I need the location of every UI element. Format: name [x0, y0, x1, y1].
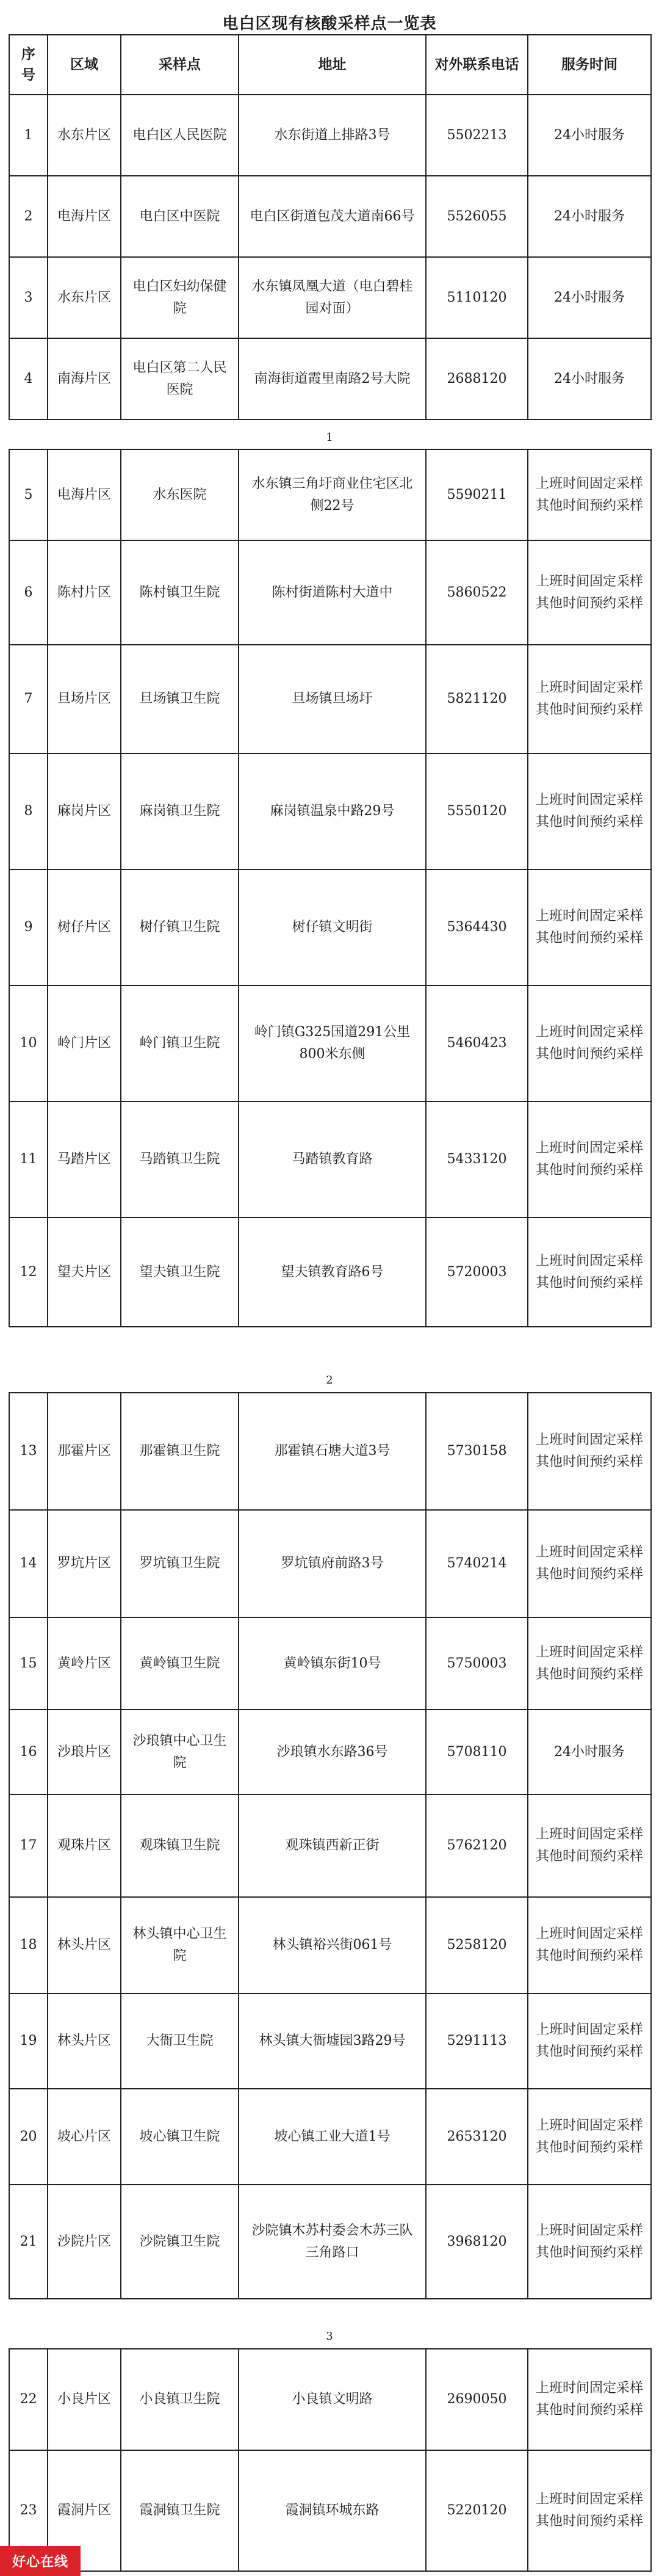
cell-phone: 5291113	[426, 1994, 528, 2089]
cell-address: 黄岭镇东街10号	[239, 1617, 426, 1710]
cell-service-time: 上班时间固定采样其他时间预约采样	[528, 1794, 651, 1897]
cell-site: 电白区人民医院	[121, 95, 239, 176]
cell-no: 6	[9, 540, 48, 645]
header-area: 区域	[48, 35, 121, 95]
cell-no: 13	[9, 1393, 48, 1510]
cell-area: 水东片区	[48, 95, 121, 176]
sampling-table-page-2	[9, 449, 652, 1327]
cell-service-time: 上班时间固定采样其他时间预约采样	[528, 1994, 651, 2089]
cell-area: 南海片区	[48, 338, 121, 419]
table-row	[9, 2089, 651, 2185]
cell-phone: 5730158	[426, 1393, 528, 1510]
cell-site: 沙院镇卫生院	[121, 2185, 239, 2299]
cell-area: 坡心片区	[48, 2089, 121, 2185]
table-row	[9, 449, 651, 540]
header-site: 采样点	[121, 35, 239, 95]
cell-no: 1	[9, 95, 48, 176]
cell-site: 沙琅镇中心卫生院	[121, 1710, 239, 1794]
header-address: 地址	[239, 35, 426, 95]
cell-no: 22	[9, 2349, 48, 2450]
cell-area: 岭门片区	[48, 985, 121, 1101]
cell-phone: 5720003	[426, 1217, 528, 1327]
cell-no: 17	[9, 1794, 48, 1897]
table-row	[9, 1217, 651, 1327]
cell-area: 水东片区	[48, 257, 121, 338]
cell-service-time: 24小时服务	[528, 176, 651, 257]
table-row	[9, 753, 651, 869]
cell-address: 岭门镇G325国道291公里800米东侧	[239, 985, 426, 1101]
cell-address: 水东镇凤凰大道（电白碧桂园对面）	[239, 257, 426, 338]
cell-address: 望夫镇教育路6号	[239, 1217, 426, 1327]
cell-address: 马踏镇教育路	[239, 1101, 426, 1217]
cell-address: 水东街道上排路3号	[239, 95, 426, 176]
document-title: 电白区现有核酸采样点一览表	[222, 15, 437, 33]
cell-phone: 5526055	[426, 176, 528, 257]
table-row	[9, 645, 651, 753]
cell-address: 林头镇裕兴街061号	[239, 1897, 426, 1994]
cell-address: 陈村街道陈村大道中	[239, 540, 426, 645]
cell-phone: 5502213	[426, 95, 528, 176]
cell-site: 罗坑镇卫生院	[121, 1510, 239, 1617]
cell-service-time: 上班时间固定采样其他时间预约采样	[528, 2450, 651, 2571]
cell-phone: 5740214	[426, 1510, 528, 1617]
cell-site: 黄岭镇卫生院	[121, 1617, 239, 1710]
cell-site: 霞洞镇卫生院	[121, 2450, 239, 2571]
table-row	[9, 176, 651, 257]
table-row	[9, 1510, 651, 1617]
header-service-time: 服务时间	[528, 35, 651, 95]
cell-service-time: 上班时间固定采样其他时间预约采样	[528, 2349, 651, 2450]
cell-no: 18	[9, 1897, 48, 1994]
sampling-table-page-3	[9, 1392, 652, 2299]
cell-phone: 3968120	[426, 2185, 528, 2299]
cell-phone: 5860522	[426, 540, 528, 645]
cell-phone: 5460423	[426, 985, 528, 1101]
cell-service-time: 24小时服务	[528, 338, 651, 419]
header-phone: 对外联系电话	[426, 35, 528, 95]
cell-service-time: 上班时间固定采样其他时间预约采样	[528, 645, 651, 753]
page-number: 2	[326, 1374, 333, 1387]
cell-no: 2	[9, 176, 48, 257]
cell-area: 树仔片区	[48, 869, 121, 985]
cell-phone: 5110120	[426, 257, 528, 338]
cell-address: 沙院镇木苏村委会木苏三队三角路口	[239, 2185, 426, 2299]
table-row	[9, 1393, 651, 1510]
cell-service-time: 24小时服务	[528, 95, 651, 176]
cell-address: 旦场镇旦场圩	[239, 645, 426, 753]
cell-service-time: 上班时间固定采样其他时间预约采样	[528, 540, 651, 645]
cell-service-time: 上班时间固定采样其他时间预约采样	[528, 2185, 651, 2299]
cell-address: 罗坑镇府前路3号	[239, 1510, 426, 1617]
cell-service-time: 上班时间固定采样其他时间预约采样	[528, 869, 651, 985]
cell-site: 望夫镇卫生院	[121, 1217, 239, 1327]
cell-site: 树仔镇卫生院	[121, 869, 239, 985]
cell-site: 电白区妇幼保健院	[121, 257, 239, 338]
cell-no: 16	[9, 1710, 48, 1794]
cell-service-time: 上班时间固定采样其他时间预约采样	[528, 1617, 651, 1710]
sampling-table-page-4	[9, 2348, 652, 2572]
cell-area: 马踏片区	[48, 1101, 121, 1217]
cell-service-time: 24小时服务	[528, 1710, 651, 1794]
site-logo: 好心在线	[0, 2546, 81, 2576]
cell-no: 20	[9, 2089, 48, 2185]
cell-service-time: 上班时间固定采样其他时间预约采样	[528, 985, 651, 1101]
table-row	[9, 2349, 651, 2450]
cell-site: 电白区中医院	[121, 176, 239, 257]
sampling-table-page-1	[9, 34, 652, 420]
table-row	[9, 1794, 651, 1897]
cell-no: 7	[9, 645, 48, 753]
cell-site: 林头镇中心卫生院	[121, 1897, 239, 1994]
cell-phone: 2688120	[426, 338, 528, 419]
cell-site: 那霍镇卫生院	[121, 1393, 239, 1510]
page-number: 1	[326, 431, 333, 444]
cell-no: 14	[9, 1510, 48, 1617]
cell-no: 21	[9, 2185, 48, 2299]
cell-phone: 5433120	[426, 1101, 528, 1217]
cell-area: 旦场片区	[48, 645, 121, 753]
table-row	[9, 1994, 651, 2089]
cell-address: 沙琅镇水东路36号	[239, 1710, 426, 1794]
cell-site: 电白区第二人民医院	[121, 338, 239, 419]
cell-no: 9	[9, 869, 48, 985]
table-row	[9, 1897, 651, 1994]
table-row	[9, 2450, 651, 2571]
cell-site: 水东医院	[121, 449, 239, 540]
cell-area: 电海片区	[48, 176, 121, 257]
cell-area: 望夫片区	[48, 1217, 121, 1327]
cell-address: 水东镇三角圩商业住宅区北侧22号	[239, 449, 426, 540]
cell-phone: 5821120	[426, 645, 528, 753]
cell-phone: 5750003	[426, 1617, 528, 1710]
cell-phone: 5220120	[426, 2450, 528, 2571]
cell-phone: 5258120	[426, 1897, 528, 1994]
cell-no: 15	[9, 1617, 48, 1710]
cell-phone: 5590211	[426, 449, 528, 540]
cell-site: 麻岗镇卫生院	[121, 753, 239, 869]
cell-no: 3	[9, 257, 48, 338]
cell-area: 那霍片区	[48, 1393, 121, 1510]
table-row	[9, 95, 651, 176]
cell-address: 霞洞镇环城东路	[239, 2450, 426, 2571]
cell-no: 11	[9, 1101, 48, 1217]
cell-service-time: 上班时间固定采样其他时间预约采样	[528, 1897, 651, 1994]
cell-service-time: 上班时间固定采样其他时间预约采样	[528, 753, 651, 869]
cell-area: 林头片区	[48, 1994, 121, 2089]
cell-no: 4	[9, 338, 48, 419]
cell-service-time: 上班时间固定采样其他时间预约采样	[528, 1393, 651, 1510]
table-row	[9, 338, 651, 419]
cell-site: 大衙卫生院	[121, 1994, 239, 2089]
cell-site: 观珠镇卫生院	[121, 1794, 239, 1897]
table-row	[9, 1101, 651, 1217]
table-row	[9, 869, 651, 985]
cell-site: 旦场镇卫生院	[121, 645, 239, 753]
cell-service-time: 24小时服务	[528, 257, 651, 338]
cell-area: 黄岭片区	[48, 1617, 121, 1710]
cell-service-time: 上班时间固定采样其他时间预约采样	[528, 1510, 651, 1617]
header-no: 序号	[9, 35, 48, 95]
cell-area: 电海片区	[48, 449, 121, 540]
cell-no: 8	[9, 753, 48, 869]
cell-address: 电白区街道包茂大道南66号	[239, 176, 426, 257]
cell-area: 陈村片区	[48, 540, 121, 645]
cell-area: 小良片区	[48, 2349, 121, 2450]
cell-phone: 5708110	[426, 1710, 528, 1794]
table-row	[9, 1617, 651, 1710]
cell-service-time: 上班时间固定采样其他时间预约采样	[528, 449, 651, 540]
cell-site: 小良镇卫生院	[121, 2349, 239, 2450]
table-row	[9, 2185, 651, 2299]
cell-area: 麻岗片区	[48, 753, 121, 869]
cell-service-time: 上班时间固定采样其他时间预约采样	[528, 1101, 651, 1217]
cell-address: 林头镇大衙墟园3路29号	[239, 1994, 426, 2089]
cell-area: 林头片区	[48, 1897, 121, 1994]
cell-address: 那霍镇石塘大道3号	[239, 1393, 426, 1510]
table-row	[9, 540, 651, 645]
cell-no: 10	[9, 985, 48, 1101]
cell-address: 南海街道霞里南路2号大院	[239, 338, 426, 419]
cell-area: 沙院片区	[48, 2185, 121, 2299]
cell-no: 5	[9, 449, 48, 540]
table-row	[9, 1710, 651, 1794]
cell-service-time: 上班时间固定采样其他时间预约采样	[528, 2089, 651, 2185]
cell-service-time: 上班时间固定采样其他时间预约采样	[528, 1217, 651, 1327]
cell-site: 陈村镇卫生院	[121, 540, 239, 645]
cell-no: 19	[9, 1994, 48, 2089]
cell-phone: 5762120	[426, 1794, 528, 1897]
cell-address: 小良镇文明路	[239, 2349, 426, 2450]
table-header-row	[9, 35, 651, 95]
cell-site: 岭门镇卫生院	[121, 985, 239, 1101]
cell-site: 坡心镇卫生院	[121, 2089, 239, 2185]
cell-phone: 2653120	[426, 2089, 528, 2185]
cell-area: 沙琅片区	[48, 1710, 121, 1794]
cell-no: 23	[9, 2450, 48, 2571]
table-row	[9, 257, 651, 338]
cell-phone: 2690050	[426, 2349, 528, 2450]
cell-no: 12	[9, 1217, 48, 1327]
cell-phone: 5364430	[426, 869, 528, 985]
cell-area: 罗坑片区	[48, 1510, 121, 1617]
cell-area: 霞洞片区	[48, 2450, 121, 2571]
cell-address: 观珠镇西新正街	[239, 1794, 426, 1897]
table-row	[9, 985, 651, 1101]
cell-site: 马踏镇卫生院	[121, 1101, 239, 1217]
cell-address: 树仔镇文明街	[239, 869, 426, 985]
page-number: 3	[326, 2330, 333, 2343]
cell-area: 观珠片区	[48, 1794, 121, 1897]
cell-address: 麻岗镇温泉中路29号	[239, 753, 426, 869]
cell-address: 坡心镇工业大道1号	[239, 2089, 426, 2185]
cell-phone: 5550120	[426, 753, 528, 869]
